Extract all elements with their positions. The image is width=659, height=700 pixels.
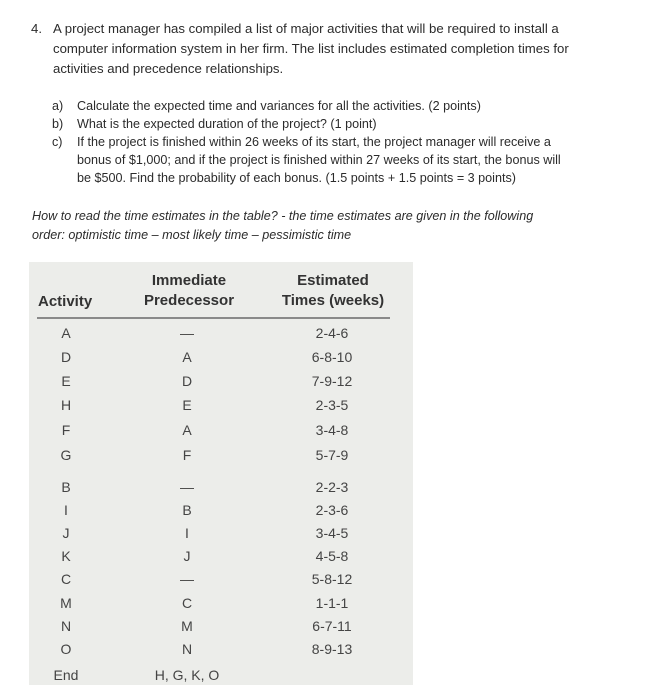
activity-cell: N [60,618,72,634]
predecessor-cell: — [180,571,194,587]
time-estimate-cell: 7-9-12 [311,373,353,389]
subquestion-list [52,97,642,187]
subquestion-line: What is the expected duration of the project? (1 point) [77,117,377,131]
activity-cell: O [60,641,72,657]
activity-cell: M [60,595,72,611]
question-line: A project manager has compiled a list of major activities that will be required to install a [53,21,559,36]
time-estimate-cell: 2-3-6 [315,502,349,518]
subquestion-letter: b) [52,117,64,131]
subquestion-item [52,115,642,133]
activity-cell: J [62,525,70,541]
subquestion-line: If the project is finished within 26 weeks of its start, the project manager will receive a [77,135,551,149]
predecessor-cell: A [182,422,192,438]
subquestion-item [52,97,642,115]
predecessor-cell: F [182,447,192,463]
time-estimate-cell: 6-8-10 [311,349,353,365]
activity-cell: D [60,349,72,365]
predecessor-cell: A [182,349,192,365]
predecessor-cell: — [180,479,194,495]
activity-cell: A [61,325,71,341]
predecessor-cell: D [181,373,193,389]
subquestion-letter: a) [52,99,64,113]
predecessor-cell: J [183,548,191,564]
activity-cell: K [61,548,71,564]
reading-instructions [32,207,632,245]
time-estimate-cell: 6-7-11 [312,618,352,634]
activity-cell: E [61,373,71,389]
question-line: activities and precedence relationships. [53,61,284,76]
predecessor-cell: I [185,525,189,541]
question-statement [31,19,641,79]
question-text [53,19,641,79]
subquestion-line: bonus of $1,000; and if the project is finished within 27 weeks of its start, the bonus will [77,153,561,167]
subquestion-line: be $500. Find the probability of each bonus. (1.5 points + 1.5 points = 3 points) [77,171,516,185]
predecessor-cell: M [181,618,193,634]
activity-cell: B [61,479,71,495]
header-est-line2: Times (weeks) [281,292,385,309]
time-estimate-cell: 2-3-5 [315,397,349,413]
header-estimated-times [274,271,392,311]
instruction-line: How to read the time estimates in the table? - the time estimates are given in the following [32,209,534,223]
question-line: computer information system in her firm. The list includes estimated completion times for [53,41,569,56]
subquestion-letter: c) [52,135,63,149]
header-activity: Activity [38,293,93,310]
activity-cell: End [53,667,79,683]
time-estimate-cell: 5-7-9 [315,447,349,463]
time-estimate-cell: 3-4-5 [315,525,349,541]
instruction-line: order: optimistic time – most likely time – pessimistic time [32,228,352,242]
predecessor-cell: E [182,397,192,413]
time-estimate-cell: 8-9-13 [311,641,353,657]
time-estimate-cell: 2-4-6 [315,325,349,341]
header-immediate-predecessor [135,271,243,311]
time-estimate-cell: 2-2-3 [315,479,349,495]
activity-cell: F [61,422,71,438]
time-estimate-cell: 1-1-1 [315,595,349,611]
header-divider [37,317,390,319]
predecessor-cell: H, G, K, O [154,667,220,683]
predecessor-cell: B [182,502,192,518]
question-number: 4. [31,21,42,36]
time-estimate-cell: 4-5-8 [315,548,349,564]
header-pred-line1: Immediate [151,272,227,289]
subquestion-item [52,133,642,187]
activity-cell: H [60,397,72,413]
predecessor-cell: — [180,325,194,341]
predecessor-cell: C [181,595,193,611]
header-est-line1: Estimated [297,272,369,289]
header-pred-line2: Predecessor [143,292,235,309]
subquestion-line: Calculate the expected time and variances for all the activities. (2 points) [77,99,481,113]
activity-cell: G [60,447,72,463]
activity-cell: C [60,571,72,587]
time-estimate-cell: 5-8-12 [311,571,353,587]
time-estimate-cell: 3-4-8 [315,422,349,438]
activity-cell: I [64,502,68,518]
predecessor-cell: N [181,641,193,657]
